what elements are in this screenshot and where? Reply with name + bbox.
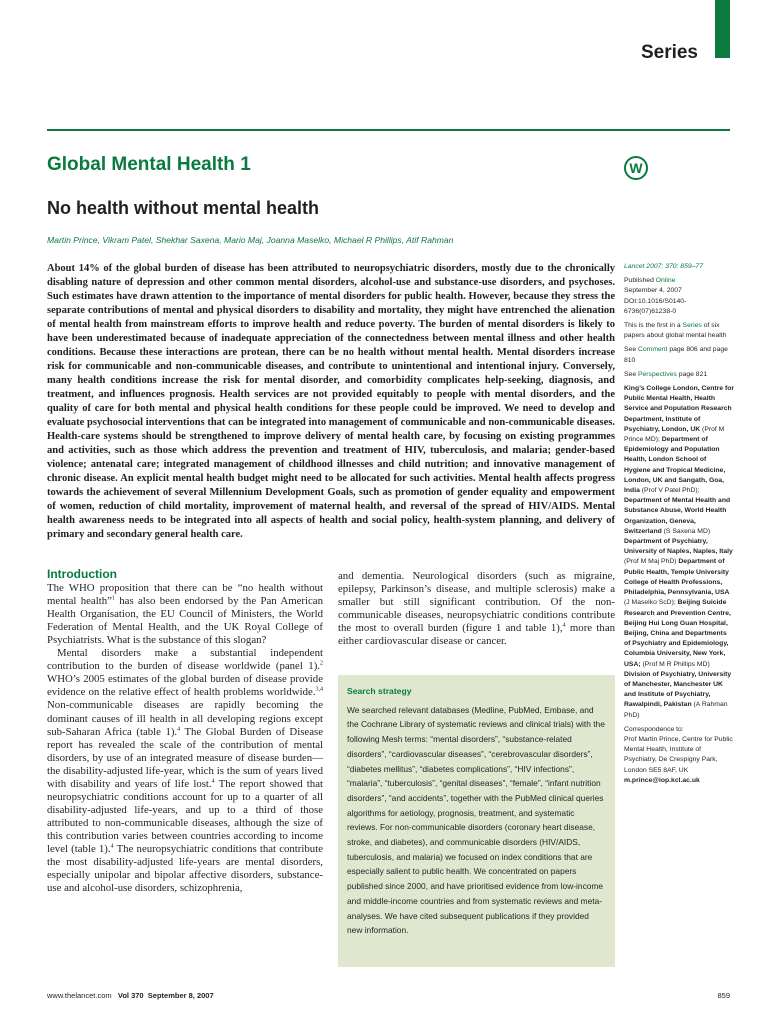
lancet-w-logo-icon[interactable]: W [624,156,648,180]
perspectives-link[interactable]: Perspectives [637,370,677,378]
page-footer [47,991,214,1000]
reference-marker[interactable]: 4 [110,843,114,850]
introduction-heading: Introduction [47,567,117,581]
online-link[interactable]: Online [655,277,676,285]
reference-marker[interactable]: 1 [111,595,115,602]
body-column-left [47,568,323,895]
search-strategy-panel [338,675,615,967]
search-strategy-heading: Search strategy [347,686,412,696]
doi[interactable]: DOI:10.1016/S0140-6736(07)61238-0 [624,297,687,315]
search-strategy-text: We searched relevant databases (Medline, PubMed, Embase, and the Cochrane Library of systematic reviews and clinical trials) with the following Mesh terms: “mental disorders”, “substance-related disorders”, “cardiovascular diseases”, “cerebrovascular disorders”, “diabetes mellitus”, “diabetes complications”, “HIV infections”, “malaria”, “tuberculosis”, “genital diseases”, “female”, “infant nutrition disorders”, “and accidents”, together with the PubMed clinical queries algorithms for aetiology, prognosis, treatment, and systematic reviews. For non-communicable disorders (coronary heart disease, stroke, and diabetes), and communicable disorders (HIV/AIDS, tuberculosis, and malaria) we focused on index conditions that are especially salient to public health. We concentrated on papers published since 2000, and have prioritised evidence from low-income and middle-income countries and from systematic reviews and meta-analyses. We have cited subsequent publications if they provided new information. [347,704,605,936]
series-link[interactable]: Series [682,322,702,330]
margin-sidebar [624,262,734,790]
see-perspectives: See Perspectives page 821 [624,370,708,378]
footer-site-link[interactable]: www.thelancet.com [47,991,112,1000]
series-kicker: Global Mental Health 1 [47,154,251,175]
footer-volume: Vol 370 [117,991,144,1000]
body-paragraph: Mental disorders make a substantial independent contribution to the burden of disease worldwide (panel 1).$^2$ WHO’s 2005 estimates of the global burden of disease provide evidence on the relative effect of health problems worldwide.$^{3,4}$ Non-communicable diseases are rapidly becoming the dominant causes of ill health in all developing regions except sub-Saharan Africa (table 1).$^4$ The Global Burden of Disease report has revealed the scale of the contribution of mental disorders, by use of an integrated measure of disease burden—the disability-adjusted life-year, which is the sum of years lived with disability and years of life lost.$^4$ The report showed that neuropsychiatric conditions account for up to a quarter of all disability-adjusted life-years, and up to a third of those attributed to non-communicable diseases, although the size of this contribution varies between countries according to income level (table 1).$^4$ The neuropsychiatric conditions that contribute the most disability-adjusted life-years are mental disorders, especially unipolar and bipolar affective disorders, substance-use and alcohol-use disorders, schizophrenia, [47,647,324,895]
body-column-right [338,570,615,648]
body-paragraph: The WHO proposition that there can be “no health without mental health”$^1$ has also been endorsed by the Pan American Health Organisation, the EU Council of Ministers, the World Federation of Mental Health, and the UK Royal College of Psychiatrists. What is the substance of this slogan? [47,582,323,647]
publication-info: Published Online September 4, 2007 DOI:10.1016/S0140-6736(07)61238-0 [624,277,687,315]
article-title: No health without mental health [47,198,320,218]
body-paragraph: and dementia. Neurological disorders (such as migraine, epilepsy, Parkinson’s disease, and multiple sclerosis) make a smaller but still significant contribution. Of the non-communicable diseases, neuropsychiatric conditions contribute the most to overall burden (figure 1 and table 1),$^4$ more than either cardiovascular disease or cancer. [338,570,616,648]
series-note: This is the first in a Series of six papers about global mental health [624,322,727,340]
author-affiliations: King’s College London, Centre for Public Mental Health, Health Service and Population Research Department, Institute of Psychiatry, London, UK (Prof M Prince MD); Department of Epidemiology and Population Health, London School of Hygiene and Tropical Medicine, London, UK and Sangath, Goa, India (Prof V Patel PhD); Department of Mental Health and Substance Abuse, World Health Organization, Geneva, Switzerland (S Saxena MD) Department of Psychiatry, University of Naples, Naples, Italy (Prof M Maj PhD) Department of Public Health, Temple University College of Health Professions, Philadelphia, Pennsylvania, USA (J Maselko ScD); Beijing Suicide Research and Prevention Centre, Beijing Hui Long Guan Hospital, Beijing, China and Departments of Psychiatry and Epidemiology, Columbia University, New York, USA; (Prof M R Phillips MD) Division of Psychiatry, University of Manchester, Manchester UK and Institute of Psychiatry, Rawalpindi, Pakistan (A Rahman PhD) [624,385,735,719]
header-rule [47,129,730,131]
citation: Lancet 2007; 370: 859–77 [624,263,703,270]
reference-marker[interactable]: 2 [320,660,323,667]
correspondence: Correspondence to: Prof Martin Prince, Centre for Public Mental Health, Institute of Psychiatry, De Crespigny Park, London SE5 8AF, UK m.prince@iop.kcl.ac.uk [624,725,733,784]
footer-date: September 8, 2007 [147,991,214,1000]
correspondence-email[interactable]: m.prince@iop.kcl.ac.uk [624,776,700,784]
reference-marker[interactable]: 3,4 [315,686,323,693]
series-tab-bar [715,0,730,58]
reference-marker[interactable]: 4 [562,622,566,629]
comment-link[interactable]: Comment [637,346,668,354]
see-comment: See Comment page 806 and page 810 [624,346,728,364]
page-number: 859 [717,991,730,1000]
author-list: Martin Prince, Vikram Patel, Shekhar Saxena, Mario Maj, Joanna Maselko, Michael R Phillips, Atif Rahman [47,235,454,245]
reference-marker[interactable]: 4 [211,778,215,785]
series-label: Series [640,42,698,63]
reference-marker[interactable]: 4 [177,725,181,732]
abstract: About 14% of the global burden of disease has been attributed to neuropsychiatric disorders, mostly due to the chronically disabling nature of depression and other common mental disorders, alcohol-use and substance-use disorders, and psychoses. Such estimates have drawn attention to the importance of mental disorders for public health. However, because they stress the separate contributions of mental and physical disorders to disability and mortality, they might have entrenched the alienation of mental health from mainstream efforts to improve health and reduce poverty. The burden of mental disorders is likely to have been underestimated because of inadequate appreciation of the connectedness between mental illness and other health conditions. Because these interactions are protean, there can be no health without mental health. Mental disorders increase risk for communicable and non-communicable diseases, and contribute to unintentional and intentional injury. Conversely, many health conditions increase the risk for mental disorder, and comorbidity complicates help-seeking, diagnosis, and treatment, and influences prognosis. Health services are not provided equitably to people with mental disorders, and the quality of care for both mental and physical health conditions for these people could be improved. We need to develop and evaluate psychosocial interventions that can be integrated into management of communicable and non-communicable diseases. Health-care systems should be strengthened to improve delivery of mental health care, by focusing on existing programmes and activities, such as those which address the prevention and treatment of HIV, tuberculosis, and malaria; gender-based violence; antenatal care; integrated management of childhood illnesses and child nutrition; and innovative management of chronic disease. An explicit mental health budget might need to be allocated for such activities. Mental health affects progress towards the achievement of several Millennium Development Goals, such as promotion of gender equality and empowerment of women, reduction of child mortality, improvement of maternal health, and reversal of the spread of HIV/AIDS. Mental health awareness needs to be integrated into all aspects of health and social policy, health-system planning, and delivery of primary and secondary general health care. [47,263,615,540]
